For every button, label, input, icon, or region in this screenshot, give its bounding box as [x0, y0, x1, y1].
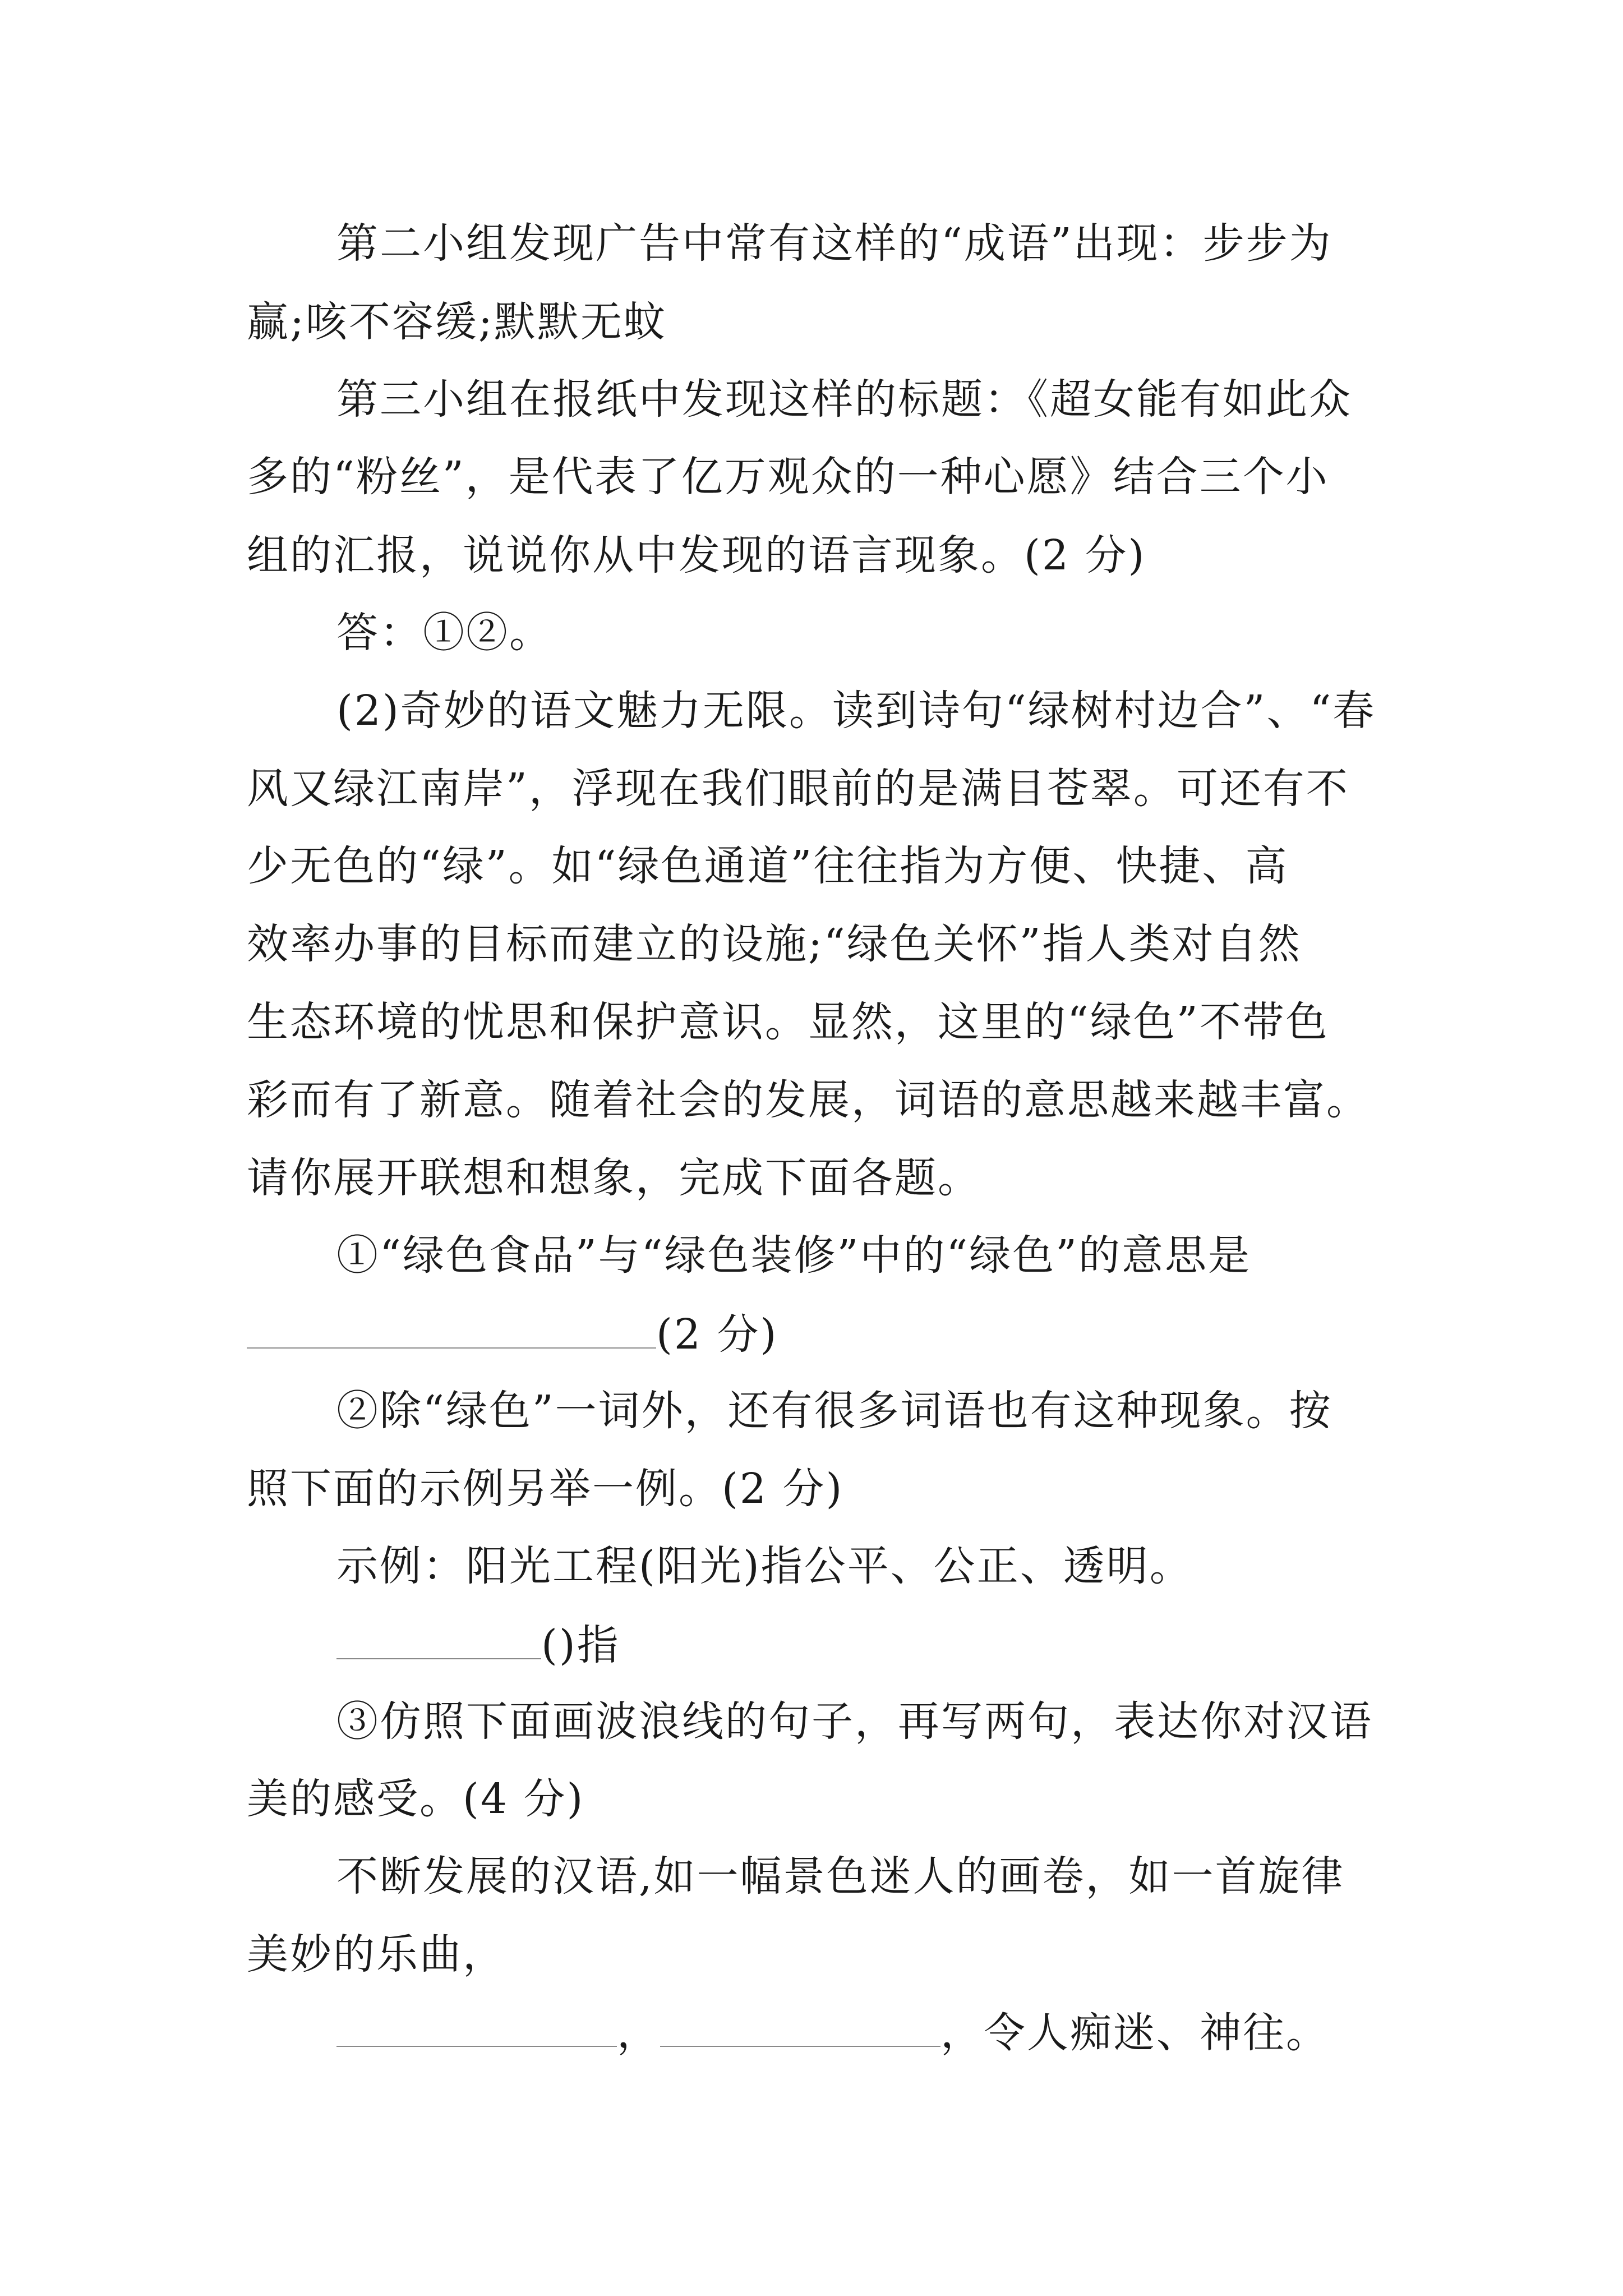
question1-score: (2 分): [656, 1310, 778, 1359]
question2-line1: ②除“绿色”一词外，还有很多词语也有这种现象。按: [336, 1387, 1332, 1435]
question3-line2: 美的感受。(4 分): [247, 1775, 585, 1823]
paragraph-green-line7: 请你展开联想和想象，完成下面各题。: [247, 1154, 981, 1202]
question3-fill-row: [336, 2009, 1329, 2057]
question2-example: 示例：阳光工程(阳光)指公平、公正、透明。: [336, 1542, 1193, 1590]
paragraph-green-line3: 少无色的“绿”。如“绿色通道”往往指为方便、快捷、高: [247, 842, 1289, 890]
question3-blank-2[interactable]: [660, 2011, 940, 2047]
question1-answer-row: [247, 1310, 778, 1359]
question3-tail: ，令人痴迷、神往。: [940, 2009, 1329, 2057]
paragraph-group3-line3: 组的汇报，说说你从中发现的语言现象。(2 分): [247, 531, 1146, 579]
paragraph-group2-line2: 赢;咳不容缓;默默无蚊: [247, 298, 667, 346]
paragraph-green-line1: (2)奇妙的语文魅力无限。读到诗句“绿树村边合”、“春: [336, 687, 1376, 735]
paragraph-green-line4: 效率办事的目标而建立的设施;“绿色关怀”指人类对自然: [247, 920, 1302, 968]
answer-line: 答：①②。: [336, 609, 552, 657]
question3-sentence-line2: 美妙的乐曲，: [247, 1930, 506, 1978]
paragraph-green-line2: 风又绿江南岸”，浮现在我们眼前的是满目苍翠。可还有不: [247, 765, 1349, 813]
question2-fill-row: [336, 1621, 620, 1669]
paragraph-group2-line1: 第二小组发现广告中常有这样的“成语”出现：步步为: [336, 219, 1332, 268]
question3-blank-1[interactable]: [336, 2011, 617, 2047]
question2-fill-text: ()指: [541, 1621, 620, 1669]
question3-sentence-line1: 不断发展的汉语,如一幅景色迷人的画卷，如一首旋律: [336, 1852, 1345, 1901]
question2-blank[interactable]: [336, 1623, 541, 1659]
question3-comma: ，: [617, 2009, 660, 2057]
paragraph-green-line5: 生态环境的忧思和保护意识。显然，这里的“绿色”不带色: [247, 998, 1329, 1046]
question1-line1: ①“绿色食品”与“绿色装修”中的“绿色”的意思是: [336, 1231, 1251, 1280]
question2-line2: 照下面的示例另举一例。(2 分): [247, 1465, 844, 1513]
paragraph-group3-line2: 多的“粉丝”，是代表了亿万观众的一种心愿》结合三个小: [247, 453, 1329, 501]
paragraph-green-line6: 彩而有了新意。随着社会的发展，词语的意思越来越丰富。: [247, 1076, 1370, 1124]
question1-blank[interactable]: [247, 1313, 656, 1349]
paragraph-group3-line1: 第三小组在报纸中发现这样的标题：《超女能有如此众: [336, 375, 1352, 424]
question3-line1: ③仿照下面画波浪线的句子，再写两句，表达你对汉语: [336, 1697, 1373, 1746]
